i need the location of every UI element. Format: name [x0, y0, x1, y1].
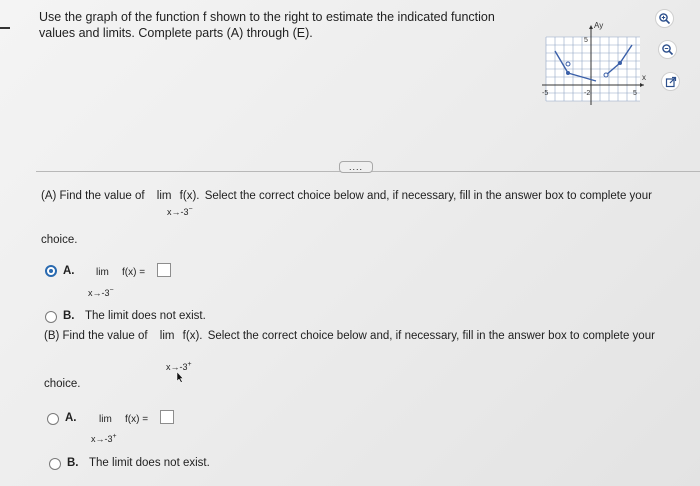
- part-b-option-a-fx: f(x) =: [125, 414, 149, 425]
- part-a-option-a-sub: [88, 287, 114, 298]
- popout-button[interactable]: [661, 72, 680, 91]
- show-more-dots: ....: [348, 162, 363, 172]
- graph-point: [566, 71, 570, 75]
- part-a-option-b-text: The limit does not exist.: [85, 310, 206, 322]
- left-edge-mark: [0, 27, 10, 29]
- part-a-question: [41, 190, 652, 202]
- part-a-option-a-sup-text: −: [109, 287, 114, 294]
- problem-statement: [39, 9, 519, 41]
- part-b-answer-box[interactable]: [160, 410, 174, 424]
- part-a-option-a-letter: A.: [63, 265, 75, 277]
- part-a-option-a-sub-text: x→-3: [88, 288, 110, 298]
- tick-y-top: 5: [584, 37, 588, 44]
- part-a-option-a-radio[interactable]: [45, 265, 57, 277]
- zoom-in-button[interactable]: [655, 9, 674, 28]
- zoom-in-icon: [658, 12, 671, 25]
- part-b-instructions: Select the correct choice below and, if necessary, fill in the answer box to complete your: [207, 330, 655, 342]
- part-a-sub-text: x→-3: [167, 207, 189, 217]
- part-a-sup-text: −: [188, 206, 193, 213]
- tick-x-mid: -2: [584, 90, 591, 97]
- part-b-option-a-lim: lim: [99, 414, 112, 425]
- graph-open-point: [604, 73, 608, 77]
- problem-line-1: Use the graph of the function f shown to the right to estimate the indicated function: [39, 10, 495, 24]
- y-axis-label: Ay: [594, 21, 604, 30]
- external-link-icon: [665, 76, 677, 88]
- part-a-limit-sub: [167, 206, 193, 217]
- show-more-button[interactable]: [339, 161, 373, 173]
- part-b-option-a-radio[interactable]: [47, 413, 59, 425]
- y-axis-arrow: [589, 25, 593, 29]
- part-b-fx: f(x).: [182, 330, 203, 342]
- part-a-fx: f(x).: [179, 190, 200, 202]
- part-a-choice-label: choice.: [41, 234, 78, 246]
- part-b-lim: lim: [159, 330, 175, 342]
- part-a-lim: lim: [156, 190, 172, 202]
- x-axis-label: x: [642, 73, 646, 82]
- part-a-option-b-letter: B.: [63, 310, 75, 322]
- part-b-option-b-radio[interactable]: [49, 458, 61, 470]
- graph-open-point: [566, 62, 570, 66]
- part-b-option-a-sub-text: x→-3: [91, 434, 113, 444]
- part-b-option-a-letter: A.: [65, 412, 77, 424]
- mouse-cursor-icon: [176, 372, 184, 383]
- part-a-option-a-fx: f(x) =: [122, 267, 146, 278]
- part-b-choice-label: choice.: [44, 378, 81, 390]
- part-a-instructions: Select the correct choice below and, if necessary, fill in the answer box to complete your: [204, 190, 652, 202]
- part-a-option-a-lim: lim: [96, 267, 109, 278]
- zoom-out-icon: [661, 43, 674, 56]
- part-b-prefix: (B) Find the value of: [44, 330, 148, 342]
- x-axis-arrow: [640, 83, 644, 87]
- part-a-option-b-radio[interactable]: [45, 311, 57, 323]
- part-b-limit-sub: [166, 361, 192, 372]
- part-b-option-a-sup-text: +: [112, 433, 117, 440]
- part-b-option-b-letter: B.: [67, 457, 79, 469]
- part-a-answer-box[interactable]: [157, 263, 171, 277]
- problem-line-2: values and limits. Complete parts (A) through (E).: [39, 26, 313, 40]
- part-b-sup-text: +: [187, 361, 192, 368]
- part-a-prefix: (A) Find the value of: [41, 190, 145, 202]
- function-graph[interactable]: [540, 15, 660, 107]
- graph-point: [618, 61, 622, 65]
- part-b-option-b-text: The limit does not exist.: [89, 457, 210, 469]
- zoom-out-button[interactable]: [658, 40, 677, 59]
- tick-x-right: 5: [633, 90, 637, 97]
- part-b-question: [44, 330, 655, 342]
- part-b-option-a-sub: [91, 433, 117, 444]
- tick-x-left: -5: [542, 90, 549, 97]
- part-b-sub-text: x→-3: [166, 362, 188, 372]
